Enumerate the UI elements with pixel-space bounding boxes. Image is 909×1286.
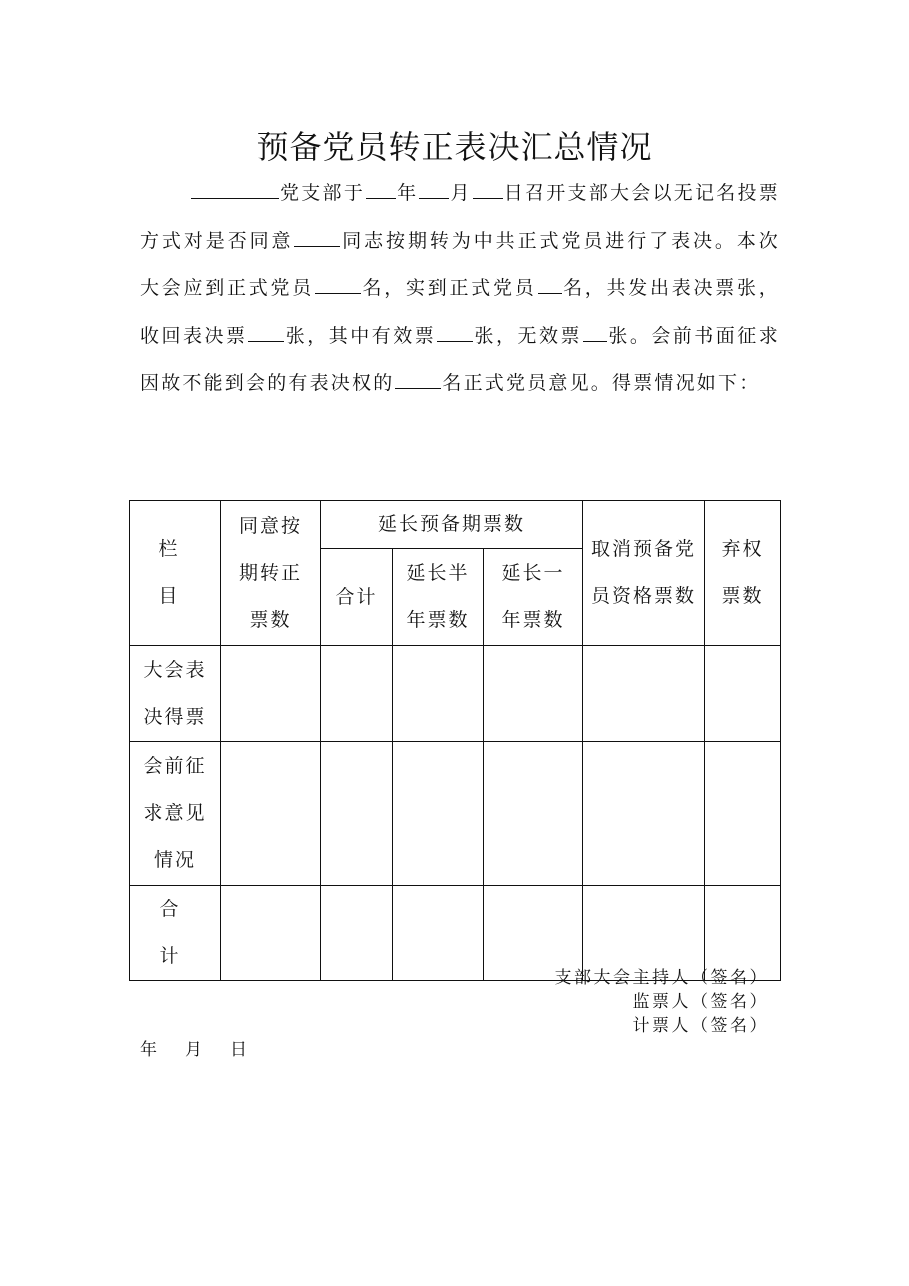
counter-signature: 计票人（签名） xyxy=(632,1016,769,1036)
date-line xyxy=(140,1038,247,1062)
intro-text-3: 月 xyxy=(450,182,472,204)
row-label: 大会表决得票 xyxy=(130,646,221,742)
expected-count-blank[interactable] xyxy=(315,271,361,294)
row-label: 合 计 xyxy=(130,886,221,981)
cell-extend-total[interactable] xyxy=(321,886,393,981)
row-label: 会前征求意见情况 xyxy=(130,742,221,886)
present-count-blank[interactable] xyxy=(538,271,562,294)
table-row xyxy=(130,646,781,742)
intro-text-1: 党支部于 xyxy=(280,182,366,204)
cell-extend-half[interactable] xyxy=(393,886,484,981)
date-day: 日 xyxy=(230,1040,247,1060)
intro-text-4: 日召开支部大会以无记名投票方式对是否同意 xyxy=(140,182,780,252)
header-column-label: 栏 目 xyxy=(130,501,221,646)
cell-extend-half[interactable] xyxy=(393,646,484,742)
header-abstain: 弃权票数 xyxy=(705,501,781,646)
cell-abstain[interactable] xyxy=(705,742,781,886)
cell-extend-one[interactable] xyxy=(484,742,583,886)
header-extend-total: 合计 xyxy=(321,549,393,646)
year-blank[interactable] xyxy=(366,176,396,199)
vote-summary-table xyxy=(129,500,781,981)
date-year: 年 xyxy=(140,1040,157,1060)
intro-text-10: 张。会前书面征求因故不能到会的有表决权的 xyxy=(140,324,780,394)
table-row xyxy=(130,742,781,886)
cell-extend-one[interactable] xyxy=(484,646,583,742)
header-extend-group: 延长预备期票数 xyxy=(321,501,583,549)
cell-abstain[interactable] xyxy=(705,646,781,742)
collected-count-blank[interactable] xyxy=(248,319,284,342)
supervisor-signature: 监票人（签名） xyxy=(632,992,769,1012)
header-extend-half: 延长半年票数 xyxy=(393,549,484,646)
absent-count-blank[interactable] xyxy=(395,366,441,389)
intro-text-11: 名正式党员意见。得票情况如下： xyxy=(442,372,761,394)
header-extend-one: 延长一年票数 xyxy=(484,549,583,646)
cell-extend-half[interactable] xyxy=(393,742,484,886)
month-blank[interactable] xyxy=(419,176,449,199)
cell-extend-total[interactable] xyxy=(321,646,393,742)
invalid-count-blank[interactable] xyxy=(583,319,607,342)
intro-text-7: 名，共发出表决票张，收回表决票 xyxy=(140,277,780,347)
intro-text-5: 同志按期转为中共正式党员进行了表决。本次大会应到正式党员 xyxy=(140,229,780,299)
intro-text-8: 张，其中有效票 xyxy=(285,324,437,347)
host-signature: 支部大会主持人（签名） xyxy=(554,968,769,988)
cell-cancel[interactable] xyxy=(583,646,705,742)
cell-agree[interactable] xyxy=(221,646,321,742)
cell-cancel[interactable] xyxy=(583,742,705,886)
intro-text-9: 张，无效票 xyxy=(474,324,583,347)
intro-text-2: 年 xyxy=(397,182,419,204)
signature-block xyxy=(555,966,770,1038)
document-title: 预备党员转正表决汇总情况 xyxy=(256,128,653,166)
date-month: 月 xyxy=(185,1040,202,1060)
intro-text-6: 名，实到正式党员 xyxy=(361,277,537,299)
valid-count-blank[interactable] xyxy=(437,319,473,342)
cell-extend-total[interactable] xyxy=(321,742,393,886)
day-blank[interactable] xyxy=(473,176,503,199)
intro-paragraph xyxy=(140,170,780,408)
candidate-name-blank[interactable] xyxy=(294,224,340,247)
header-cancel: 取消预备党员资格票数 xyxy=(583,501,705,646)
cell-agree[interactable] xyxy=(221,742,321,886)
cell-agree[interactable] xyxy=(221,886,321,981)
branch-name-blank[interactable] xyxy=(191,176,279,199)
header-agree: 同意按期转正票数 xyxy=(221,501,321,646)
